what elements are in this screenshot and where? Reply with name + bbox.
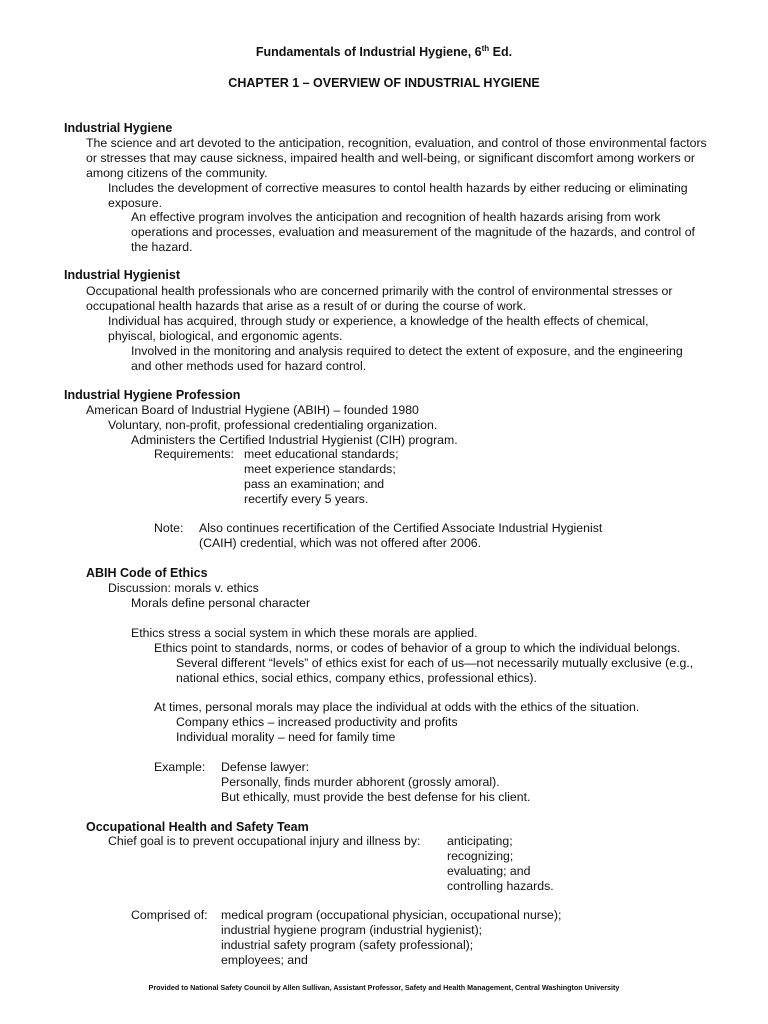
requirement-item: pass an examination; and: [244, 477, 385, 491]
ethics-discussion: Discussion: morals v. ethics: [108, 581, 259, 595]
section-heading-ohs-team: Occupational Health and Safety Team: [86, 820, 309, 834]
abih-voluntary: Voluntary, non-profit, professional credentialing organization.: [108, 418, 438, 432]
note-text: Also continues recertification of the Certified Associate Industrial Hygienist: [199, 521, 603, 535]
team-goal-item: recognizing;: [447, 849, 514, 863]
note-text: (CAIH) credential, which was not offered after 2006.: [199, 536, 482, 550]
team-goal-item: controlling hazards.: [447, 879, 554, 893]
example-label: Example:: [154, 760, 206, 774]
ethics-levels: Several different “levels” of ethics exist for each of us—not necessarily mutually exclusive (e.g., national ethics, social ethics, company ethics, professional ethics).: [176, 656, 694, 685]
ih-program: An effective program involves the anticipation and recognition of health hazards arising from work operations and processes, evaluation and measurement of the magnitude of the hazards, and control of the hazard.: [131, 210, 695, 254]
comprised-item: industrial safety program (safety professional);: [221, 938, 474, 952]
comprised-label: Comprised of:: [131, 908, 208, 922]
example-line: Defense lawyer:: [221, 760, 310, 774]
ethics-point: Ethics point to standards, norms, or codes of behavior of a group to which the individual belongs.: [154, 641, 681, 655]
requirement-item: recertify every 5 years.: [244, 492, 369, 506]
ethics-individual: Individual morality – need for family time: [176, 730, 396, 744]
requirements-label: Requirements:: [154, 447, 234, 461]
ih-definition: The science and art devoted to the anticipation, recognition, evaluation, and control of those environmental factors or stresses that may cause sickness, impaired health and well-being, or significant discomfort among workers or among citizens of the community.: [86, 136, 707, 180]
comprised-item: industrial hygiene program (industrial hygienist);: [221, 923, 483, 937]
team-goal: Chief goal is to prevent occupational injury and illness by:: [108, 834, 421, 848]
example-line: But ethically, must provide the best defense for his client.: [221, 790, 531, 804]
requirement-item: meet educational standards;: [244, 447, 399, 461]
section-heading-industrial-hygienist: Industrial Hygienist: [64, 268, 180, 282]
hygienist-knowledge: Individual has acquired, through study or experience, a knowledge of the health effects of chemical, phyiscal, biological, and ergonomic agents.: [108, 314, 649, 343]
team-goal-item: anticipating;: [447, 834, 513, 848]
example-line: Personally, finds murder abhorent (grossly amoral).: [221, 775, 500, 789]
team-goal-item: evaluating; and: [447, 864, 531, 878]
ethics-morals: Morals define personal character: [131, 596, 311, 610]
document-title: Fundamentals of Industrial Hygiene, 6th Ed.: [255, 43, 513, 59]
comprised-item: medical program (occupational physician, occupational nurse);: [221, 908, 562, 922]
requirement-item: meet experience standards;: [244, 462, 396, 476]
note-label: Note:: [154, 521, 184, 535]
page-footer: Provided to National Safety Council by Allen Sullivan, Assistant Professor, Safety and Health Management, Central Washington University: [148, 983, 620, 992]
ih-includes: Includes the development of corrective measures to contol health hazards by either reducing or eliminating exposure.: [108, 181, 688, 210]
ethics-company: Company ethics – increased productivity and profits: [176, 715, 458, 729]
section-heading-industrial-hygiene: Industrial Hygiene: [64, 121, 173, 135]
comprised-item: employees; and: [221, 953, 308, 967]
section-heading-ih-profession: Industrial Hygiene Profession: [64, 388, 241, 402]
abih-founded: American Board of Industrial Hygiene (ABIH) – founded 1980: [86, 403, 419, 417]
hygienist-involved: Involved in the monitoring and analysis required to detect the extent of exposure, and the engineering and other methods used for hazard control.: [131, 344, 683, 373]
ethics-odds: At times, personal morals may place the individual at odds with the ethics of the situation.: [154, 700, 640, 714]
hygienist-definition: Occupational health professionals who are concerned primarily with the control of environmental stresses or occupational health hazards that arise as a result of or during the course of work.: [86, 284, 673, 313]
ethics-stress: Ethics stress a social system in which these morals are applied.: [131, 626, 478, 640]
abih-administers: Administers the Certified Industrial Hygienist (CIH) program.: [131, 433, 458, 447]
section-heading-abih-code-of-ethics: ABIH Code of Ethics: [86, 566, 208, 580]
chapter-title: CHAPTER 1 – OVERVIEW OF INDUSTRIAL HYGIENE: [228, 76, 540, 90]
